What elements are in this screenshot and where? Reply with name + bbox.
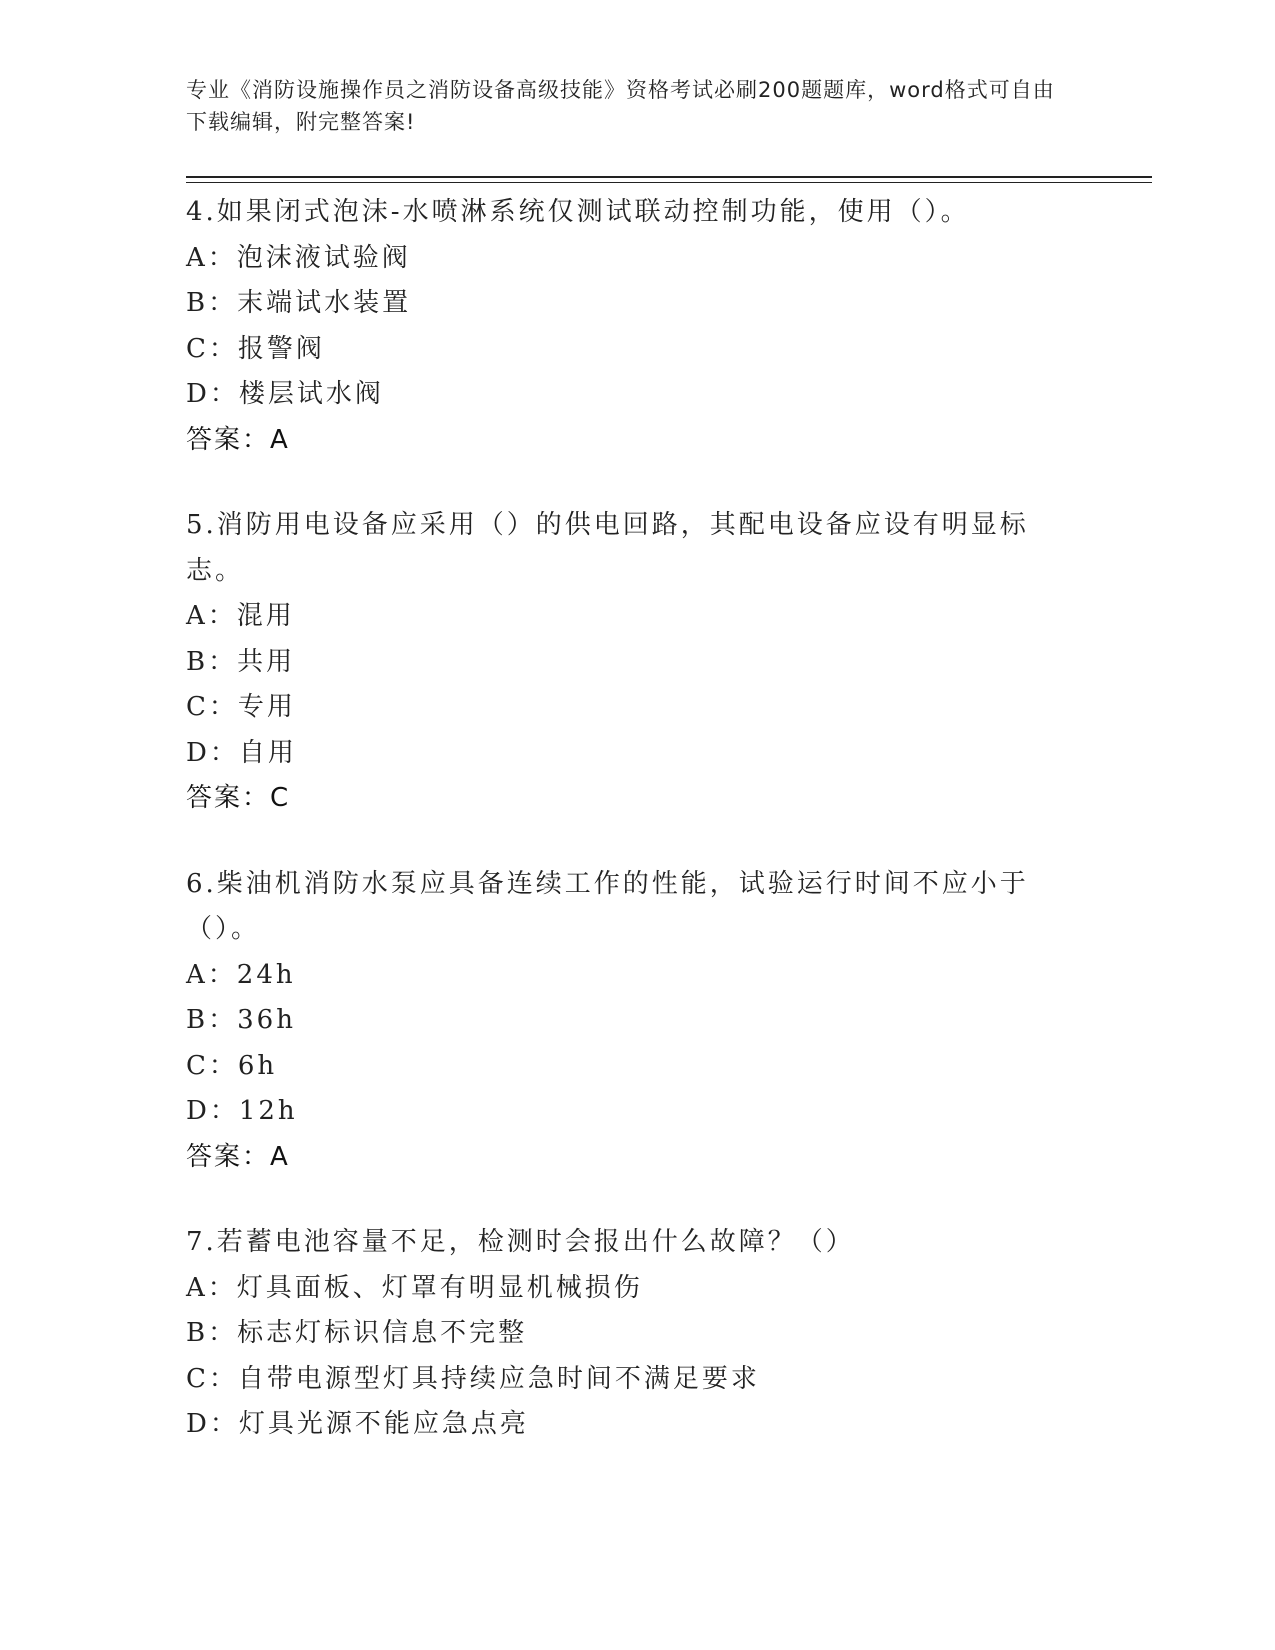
- question-4: [186, 190, 1066, 463]
- question-5: [186, 503, 1066, 822]
- question-6: [186, 862, 1066, 1181]
- option-b: B：共用: [186, 646, 296, 677]
- option-d: D：灯具光源不能应急点亮: [186, 1409, 529, 1439]
- header-divider-thin: [186, 182, 1152, 183]
- option-d: D：楼层试水阀: [186, 379, 384, 409]
- option-b: B：36h: [186, 1005, 296, 1035]
- answer: 答案：A: [186, 424, 290, 455]
- option-a: A：混用: [186, 601, 295, 631]
- question-stem: 5.消防用电设备应采用（）的供电回路，其配电设备应设有明显标志。: [186, 510, 1029, 586]
- option-b: B：标志灯标识信息不完整: [186, 1318, 528, 1348]
- question-stem: 7.若蓄电池容量不足，检测时会报出什么故障？（）: [186, 1227, 855, 1257]
- option-d: D：自用: [186, 737, 297, 768]
- option-c: C：6h: [186, 1050, 278, 1081]
- answer: 答案：A: [186, 1141, 290, 1172]
- question-stem: 6.柴油机消防水泵应具备连续工作的性能，试验运行时间不应小于（）。: [186, 868, 1029, 944]
- question-stem: 4.如果闭式泡沫-水喷淋系统仅测试联动控制功能，使用（）。: [186, 197, 970, 227]
- option-c: C：报警阀: [186, 333, 325, 364]
- option-a: A：灯具面板、灯罩有明显机械损伤: [186, 1272, 643, 1303]
- option-b: B：末端试水装置: [186, 288, 412, 318]
- header-divider-thick: [186, 176, 1152, 178]
- document-intro: 专业《消防设施操作员之消防设备高级技能》资格考试必刷200题题库，word格式可自由下载编辑，附完整答案!: [186, 78, 1055, 134]
- option-d: D：12h: [186, 1096, 298, 1126]
- option-a: A：泡沫液试验阀: [186, 242, 411, 273]
- option-c: C：专用: [186, 692, 296, 722]
- answer: 答案：C: [186, 783, 291, 813]
- option-c: C：自带电源型灯具持续应急时间不满足要求: [186, 1363, 760, 1394]
- question-7: [186, 1220, 1066, 1448]
- question-list: [186, 190, 1066, 1488]
- option-a: A：24h: [186, 959, 296, 990]
